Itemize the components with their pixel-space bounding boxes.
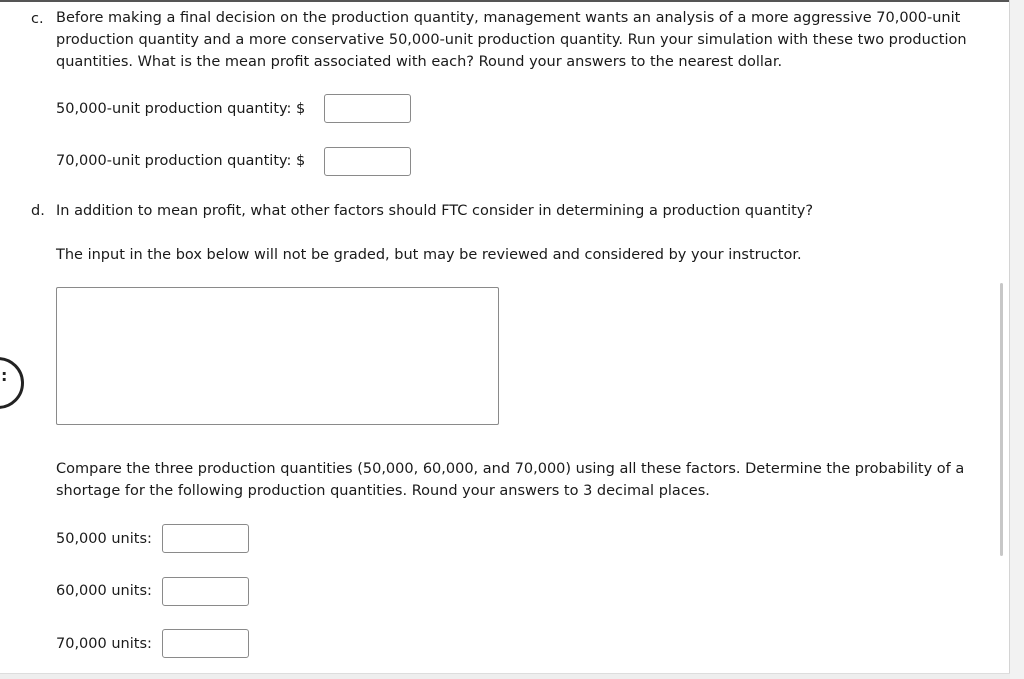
ungraded-note: The input in the box below will not be graded, but may be reviewed and considered by your instructor. bbox=[56, 247, 802, 263]
part-d-question: In addition to mean profit, what other factors should FTC consider in determining a production quantity? bbox=[56, 203, 814, 219]
mean-profit-50000-label: 50,000-unit production quantity: $ bbox=[56, 101, 306, 117]
other-factors-response-textarea[interactable] bbox=[56, 287, 499, 425]
side-tool-dots-icon: : bbox=[1, 366, 8, 385]
mean-profit-50000-input[interactable] bbox=[324, 94, 411, 123]
shortage-50000-input[interactable] bbox=[162, 524, 249, 553]
shortage-70000-input[interactable] bbox=[162, 629, 249, 658]
shortage-70000-label: 70,000 units: bbox=[56, 636, 152, 652]
shortage-50000-label: 50,000 units: bbox=[56, 531, 152, 547]
top-border bbox=[0, 0, 1010, 2]
part-d-letter: d. bbox=[31, 203, 45, 219]
mean-profit-70000-input[interactable] bbox=[324, 147, 411, 176]
mean-profit-70000-label: 70,000-unit production quantity: $ bbox=[56, 153, 306, 169]
right-scroll-track[interactable] bbox=[1009, 0, 1024, 679]
shortage-60000-input[interactable] bbox=[162, 577, 249, 606]
shortage-60000-label: 60,000 units: bbox=[56, 583, 152, 599]
shortage-probability-instructions: Compare the three production quantities (50,000, 60,000, and 70,000) using all these factors. Determine the probability of a shortage for the following production quantities. Round your answers to 3 decimal places. bbox=[56, 461, 965, 499]
part-c-letter: c. bbox=[31, 11, 44, 27]
part-c-question: Before making a final decision on the production quantity, management wants an analysis of a more aggressive 70,000-unit production quantity and a more conservative 50,000-unit production quantity. Run your simulation with these two production quantities. What is the mean profit associated with each? Round your answers to the nearest dollar. bbox=[56, 10, 967, 70]
scrollbar-thumb[interactable] bbox=[1000, 283, 1003, 556]
bottom-edge bbox=[0, 673, 1010, 679]
